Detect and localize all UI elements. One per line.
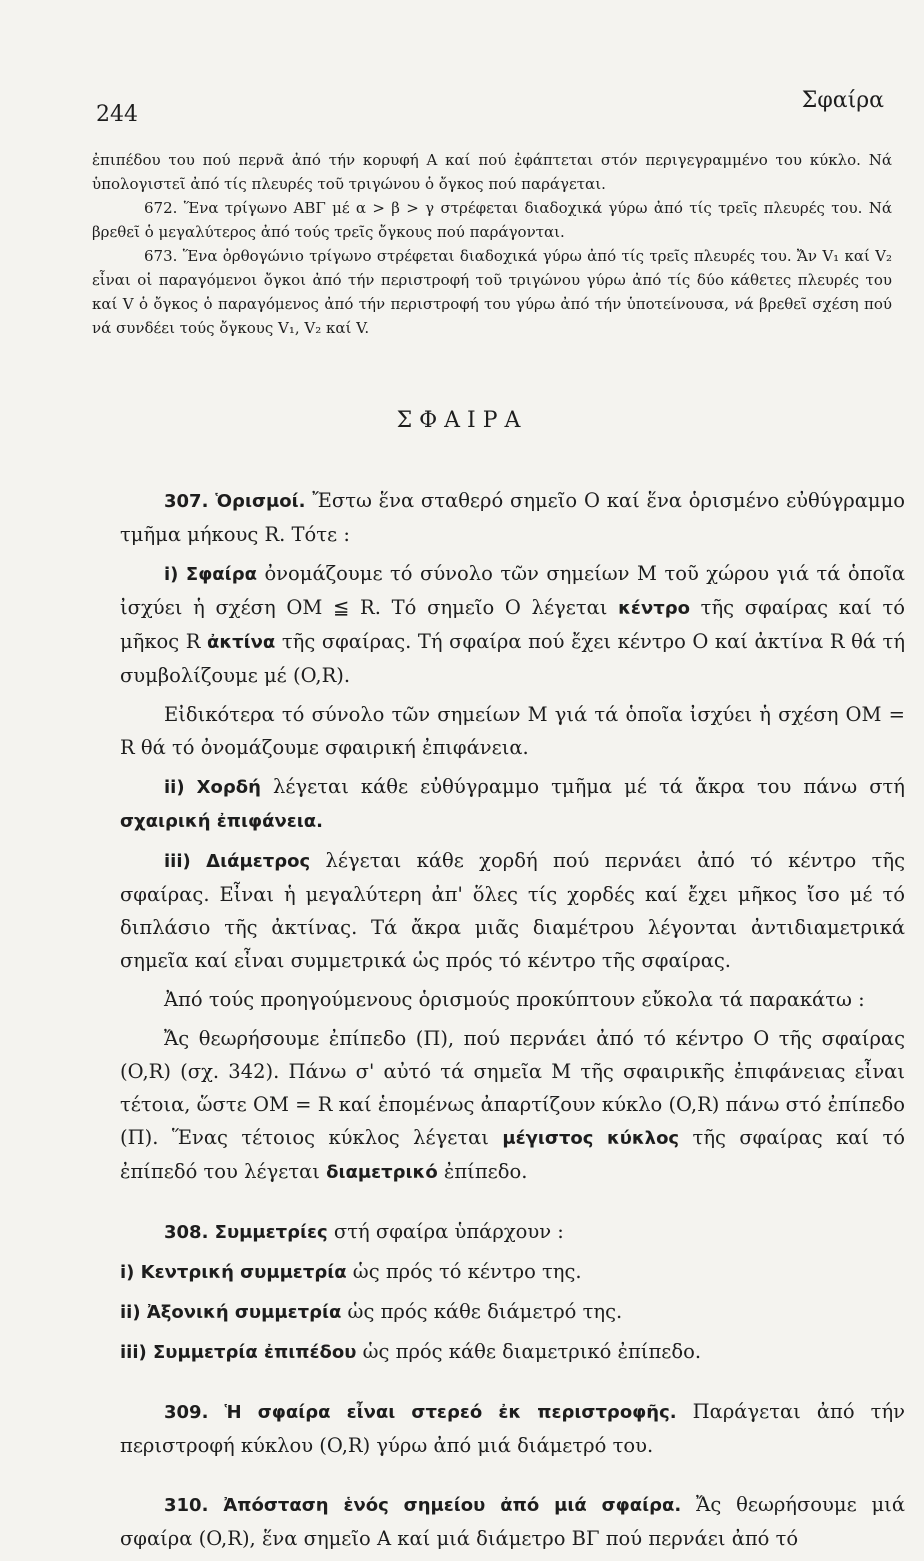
section-307-intro: Ἔστω ἕνα σταθερό σημεῖο Ο καί ἕνα ὁρισμένο εὐθύγραμμο τμῆμα μήκους R. Τότε :	[120, 489, 905, 546]
paragraph-310	[120, 1488, 905, 1555]
section-308-intro: στή σφαίρα ὑπάρχουν :	[333, 1220, 564, 1243]
paragraph-307-ii	[120, 770, 905, 838]
exercise-673: 673. Ἕνα ὀρθογώνιο τρίγωνο στρέφεται διαδοχικά γύρω ἀπό τίς τρεῖς πλευρές του. Ἄν V₁ καί V₂ εἶναι οἱ παραγόμενοι ὄγκοι ἀπό τήν περιστροφή τοῦ τριγώνου γύρω ἀπό τίς δύο κάθετες πλευρές του καί V ὁ ὄγκος ὁ παραγόμενος ἀπό τήν περιστροφή του γύρω ἀπό τήν ὑποτείνουσα, νά βρεθεῖ σχέση πού νά συνδέει τούς ὄγκους V₁, V₂ καί V.	[92, 247, 892, 337]
symmetry-axial	[120, 1295, 905, 1329]
section-309-title: 309. Ἡ σφαίρα εἶναι στερεό ἐκ περιστροφῆς.	[164, 1402, 677, 1423]
paragraph-309	[120, 1395, 905, 1462]
paragraph-307-i	[120, 557, 905, 692]
exercise-continuation: ἐπιπέδου του πού περνᾶ ἀπό τήν κορυφή Α καί πού ἐφάπτεται στόν περιγεγραμμένο του κύκλο. Νά ὑπολογιστεῖ ἀπό τίς πλευρές τοῦ τριγώνου ὁ ὄγκος πού παράγεται.	[92, 151, 892, 193]
section-310-text: Ἄς θεωρήσουμε μιά σφαίρα (O,R), ἕνα σημεῖο Α καί μιά διάμετρο ΒΓ πού περνάει ἀπό τό	[120, 1493, 905, 1550]
term-diametral: διαμετρικό	[326, 1162, 438, 1183]
exercises-block	[92, 148, 892, 340]
def-sphere-text-c: τῆς σφαίρας. Τή σφαίρα πού ἔχει κέντρο Ο καί ἀκτίνα R θά τή συμβολίζουμε μέ (O,R).	[120, 630, 906, 687]
paragraph-307-iii	[120, 844, 905, 977]
section-309-text: Παράγεται ἀπό τήν περιστροφή κύκλου (O,R) γύρω ἀπό μιά διάμετρό του.	[120, 1400, 905, 1457]
def-diameter-text: λέγεται κάθε χορδή πού περνάει ἀπό τό κέντρο τῆς σφαίρας. Εἶναι ἡ μεγαλύτερη ἀπ' ὅλες τίς χορδές καί ἔχει μῆκος ἴσο μέ τό διπλάσιο τῆς ἀκτίνας. Τά ἄκρα μιᾶς διαμέτρου λέγονται ἀντιδιαμετρικά σημεῖα καί εἶναι συμμετρικά ὡς πρός τό κέντρο τῆς σφαίρας.	[120, 849, 905, 972]
def-diameter-label: iii) Διάμετρος	[164, 851, 311, 872]
def-sphere-text-a: ὀνομάζουμε τό σύνολο τῶν σημείων Μ τοῦ χώρου γιά τά ὁποῖα ἰσχύει ἡ σχέση ΟΜ ≦ R. Τό σημεῖο Ο λέγεται	[120, 562, 906, 619]
paragraph-308	[120, 1215, 905, 1249]
symmetry-central-text: ὡς πρός τό κέντρο της.	[352, 1260, 582, 1283]
exercise-672: 672. Ἕνα τρίγωνο ΑΒΓ μέ α > β > γ στρέφεται διαδοχικά γύρω ἀπό τίς τρεῖς πλευρές του. Νά βρεθεῖ ὁ μεγαλύτερος ἀπό τούς τρεῖς ὄγκους πού παράγονται.	[92, 199, 892, 241]
term-spherical-surface: σχαιρική ἐπιφάνεια.	[120, 811, 323, 832]
def-sphere-label: i) Σφαίρα	[164, 564, 257, 585]
main-text	[120, 484, 905, 1561]
term-great-circle: μέγιστος κύκλος	[502, 1128, 680, 1149]
section-heading: ΣΦΑΙΡΑ	[396, 408, 528, 433]
great-circle-text-c: ἐπίπεδο.	[443, 1160, 528, 1183]
section-308-title: 308. Συμμετρίες	[164, 1222, 328, 1243]
great-circle-text-a: Ἄς θεωρήσουμε ἐπίπεδο (Π), πού περνάει ἀπό τό κέντρο Ο τῆς σφαίρας (O,R) (σχ. 342). Πάνω σ' αὐτό τά σημεῖα Μ τῆς σφαιρικῆς ἐπιφάνειας εἶναι τέτοια, ὥστε ΟΜ = R καί ἑπομένως ἀπαρτίζουν κύκλο (O,R) πάνω στό ἐπίπεδο (Π). Ἕνας τέτοιος κύκλος λέγεται	[120, 1027, 905, 1149]
symmetry-axial-label: ii) Ἀξονική συμμετρία	[120, 1302, 342, 1323]
def-chord-text: λέγεται κάθε εὐθύγραμμο τμῆμα μέ τά ἄκρα του πάνω στή	[273, 775, 905, 798]
term-centre: κέντρο	[618, 598, 690, 619]
term-radius: ἀκτίνα	[207, 632, 276, 653]
symmetry-axial-text: ὡς πρός κάθε διάμετρό της.	[347, 1300, 623, 1323]
symmetry-plane-text: ὡς πρός κάθε διαμετρικό ἐπίπεδο.	[362, 1340, 702, 1363]
symmetry-central-label: i) Κεντρική συμμετρία	[120, 1262, 347, 1283]
section-310-title: 310. Ἀπόσταση ἑνός σημείου ἀπό μιά σφαίρα.	[164, 1495, 682, 1516]
section-307-title: 307. Ὁρισμοί.	[164, 491, 306, 512]
great-circle-text-b: τῆς σφαίρας καί τό ἐπίπεδό του λέγεται	[120, 1126, 906, 1183]
paragraph-307-after: Ἀπό τούς προηγούμενους ὁρισμούς προκύπτουν εὔκολα τά παρακάτω :	[164, 988, 865, 1011]
running-title: Σφαίρα	[801, 88, 884, 113]
def-chord-label: ii) Χορδή	[164, 777, 261, 798]
paragraph-307-great-circle	[120, 1022, 905, 1189]
page-number: 244	[96, 102, 138, 127]
paragraph-307-surface: Εἰδικότερα τό σύνολο τῶν σημείων Μ γιά τά ὁποῖα ἰσχύει ἡ σχέση ΟΜ = R θά τό ὀνομάζουμε σφαιρική ἐπιφάνεια.	[120, 703, 905, 759]
def-sphere-text-b: τῆς σφαίρας καί τό μῆκος R	[120, 596, 905, 653]
paragraph-307-intro	[120, 484, 905, 551]
symmetry-central	[120, 1255, 905, 1289]
symmetry-plane-label: iii) Συμμετρία ἐπιπέδου	[120, 1342, 357, 1363]
symmetry-plane	[120, 1335, 905, 1369]
